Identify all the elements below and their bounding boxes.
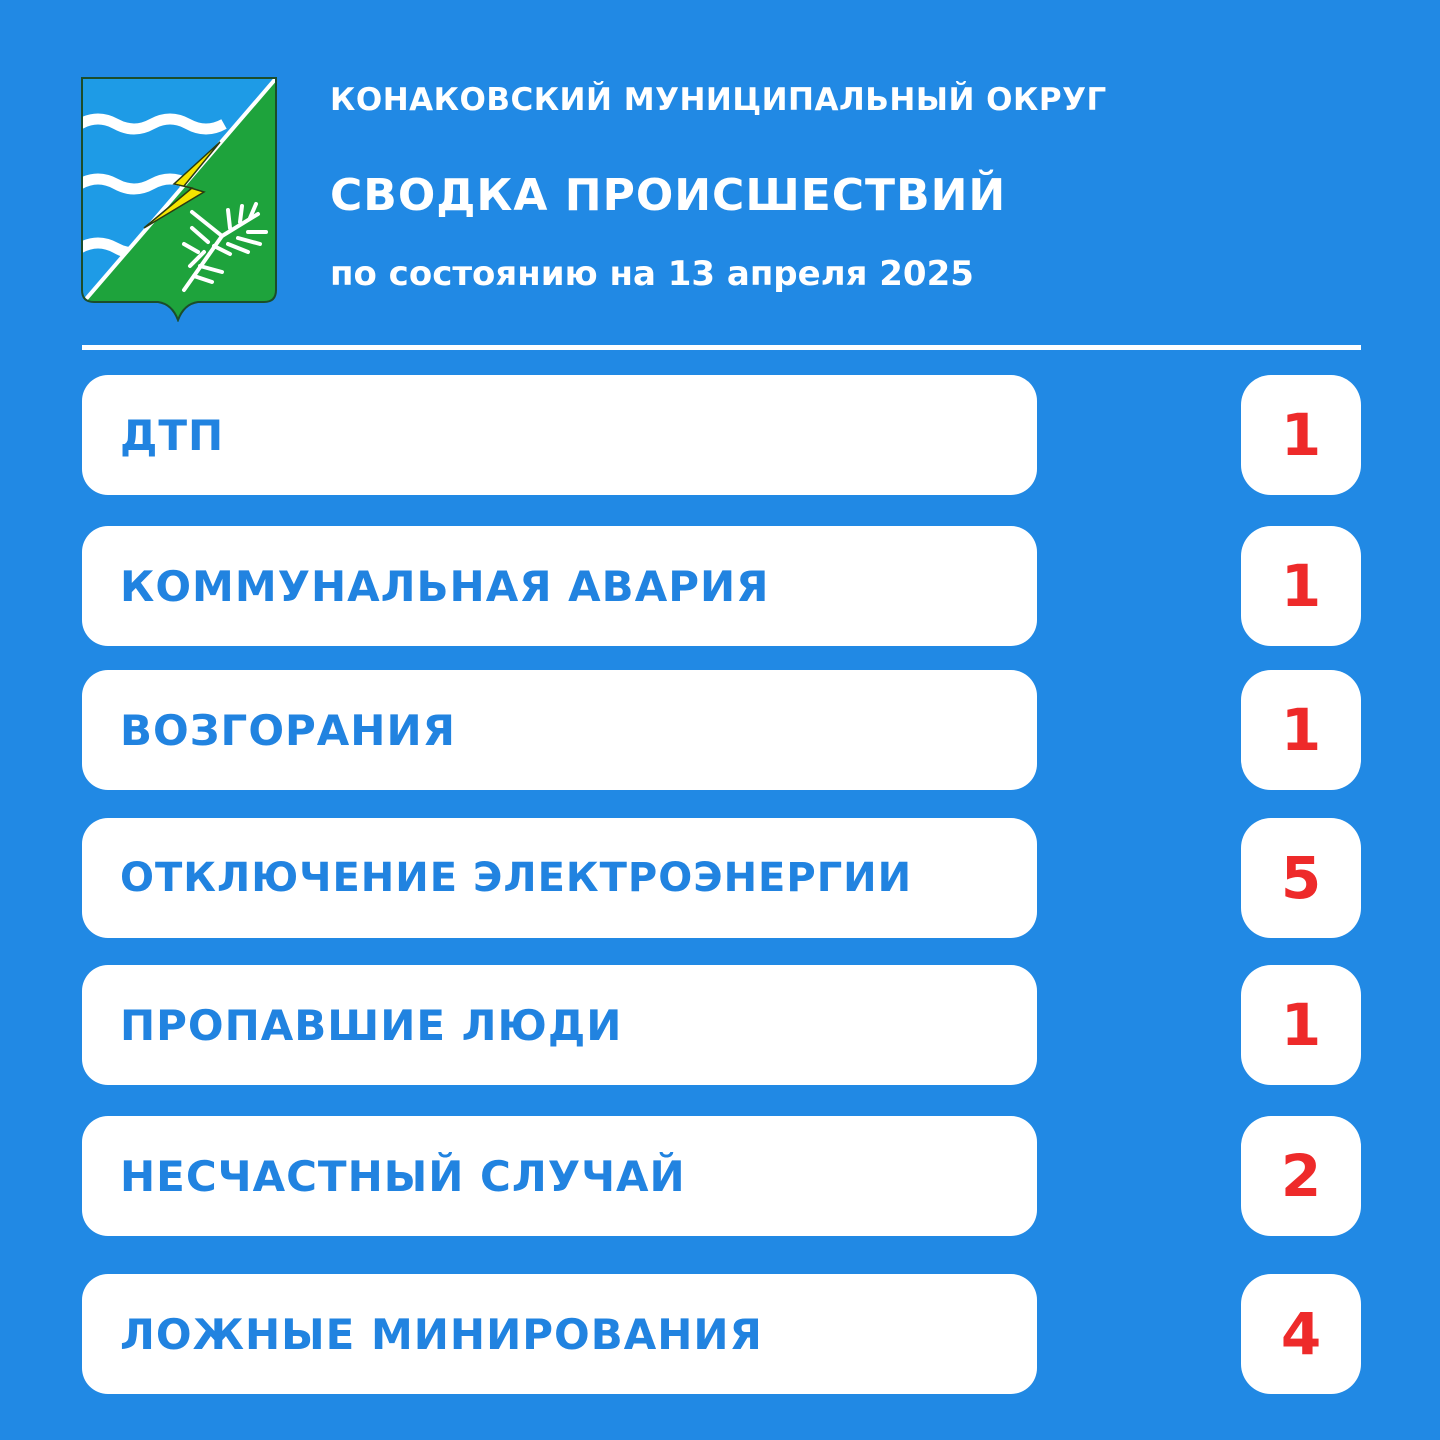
incident-count: 1 (1280, 401, 1322, 469)
incident-label-box (82, 375, 1037, 495)
page-title: СВОДКА ПРОИСШЕСТВИЙ (330, 170, 1007, 221)
incident-count-box (1241, 670, 1361, 790)
incident-label: ОТКЛЮЧЕНИЕ ЭЛЕКТРОЭНЕРГИИ (120, 855, 913, 901)
incident-label: ДТП (120, 410, 225, 460)
incident-count-box (1241, 965, 1361, 1085)
incident-label-box (82, 818, 1037, 938)
incident-label: НЕСЧАСТНЫЙ СЛУЧАЙ (120, 1151, 686, 1201)
incident-row-road-accident (82, 375, 1361, 495)
incident-count: 5 (1280, 844, 1322, 912)
incident-count: 1 (1280, 991, 1322, 1059)
incident-row-missing-people (82, 965, 1361, 1085)
header-divider (82, 345, 1361, 350)
incident-count: 1 (1280, 552, 1322, 620)
incident-label-box (82, 526, 1037, 646)
incident-label-box (82, 965, 1037, 1085)
incident-count-box (1241, 1116, 1361, 1236)
incident-label: КОММУНАЛЬНАЯ АВАРИЯ (120, 561, 770, 611)
incident-count-box (1241, 818, 1361, 938)
incident-count: 1 (1280, 696, 1322, 764)
incident-label-box (82, 670, 1037, 790)
incident-row-utility-accident (82, 526, 1361, 646)
incident-label-box (82, 1274, 1037, 1394)
incident-row-false-bomb-threats (82, 1274, 1361, 1394)
district-name: КОНАКОВСКИЙ МУНИЦИПАЛЬНЫЙ ОКРУГ (330, 82, 1107, 118)
report-date: по состоянию на 13 апреля 2025 (330, 254, 974, 294)
incident-count-box (1241, 1274, 1361, 1394)
coat-of-arms-icon (80, 76, 278, 322)
incident-count-box (1241, 526, 1361, 646)
incident-label: ВОЗГОРАНИЯ (120, 705, 456, 755)
incident-label-box (82, 1116, 1037, 1236)
incident-row-fires (82, 670, 1361, 790)
incident-row-power-outage (82, 818, 1361, 938)
incident-label: ПРОПАВШИЕ ЛЮДИ (120, 1000, 623, 1050)
incident-count: 2 (1280, 1142, 1322, 1210)
incident-label: ЛОЖНЫЕ МИНИРОВАНИЯ (120, 1309, 763, 1359)
incident-count-box (1241, 375, 1361, 495)
incident-count: 4 (1280, 1300, 1322, 1368)
incident-row-accident (82, 1116, 1361, 1236)
